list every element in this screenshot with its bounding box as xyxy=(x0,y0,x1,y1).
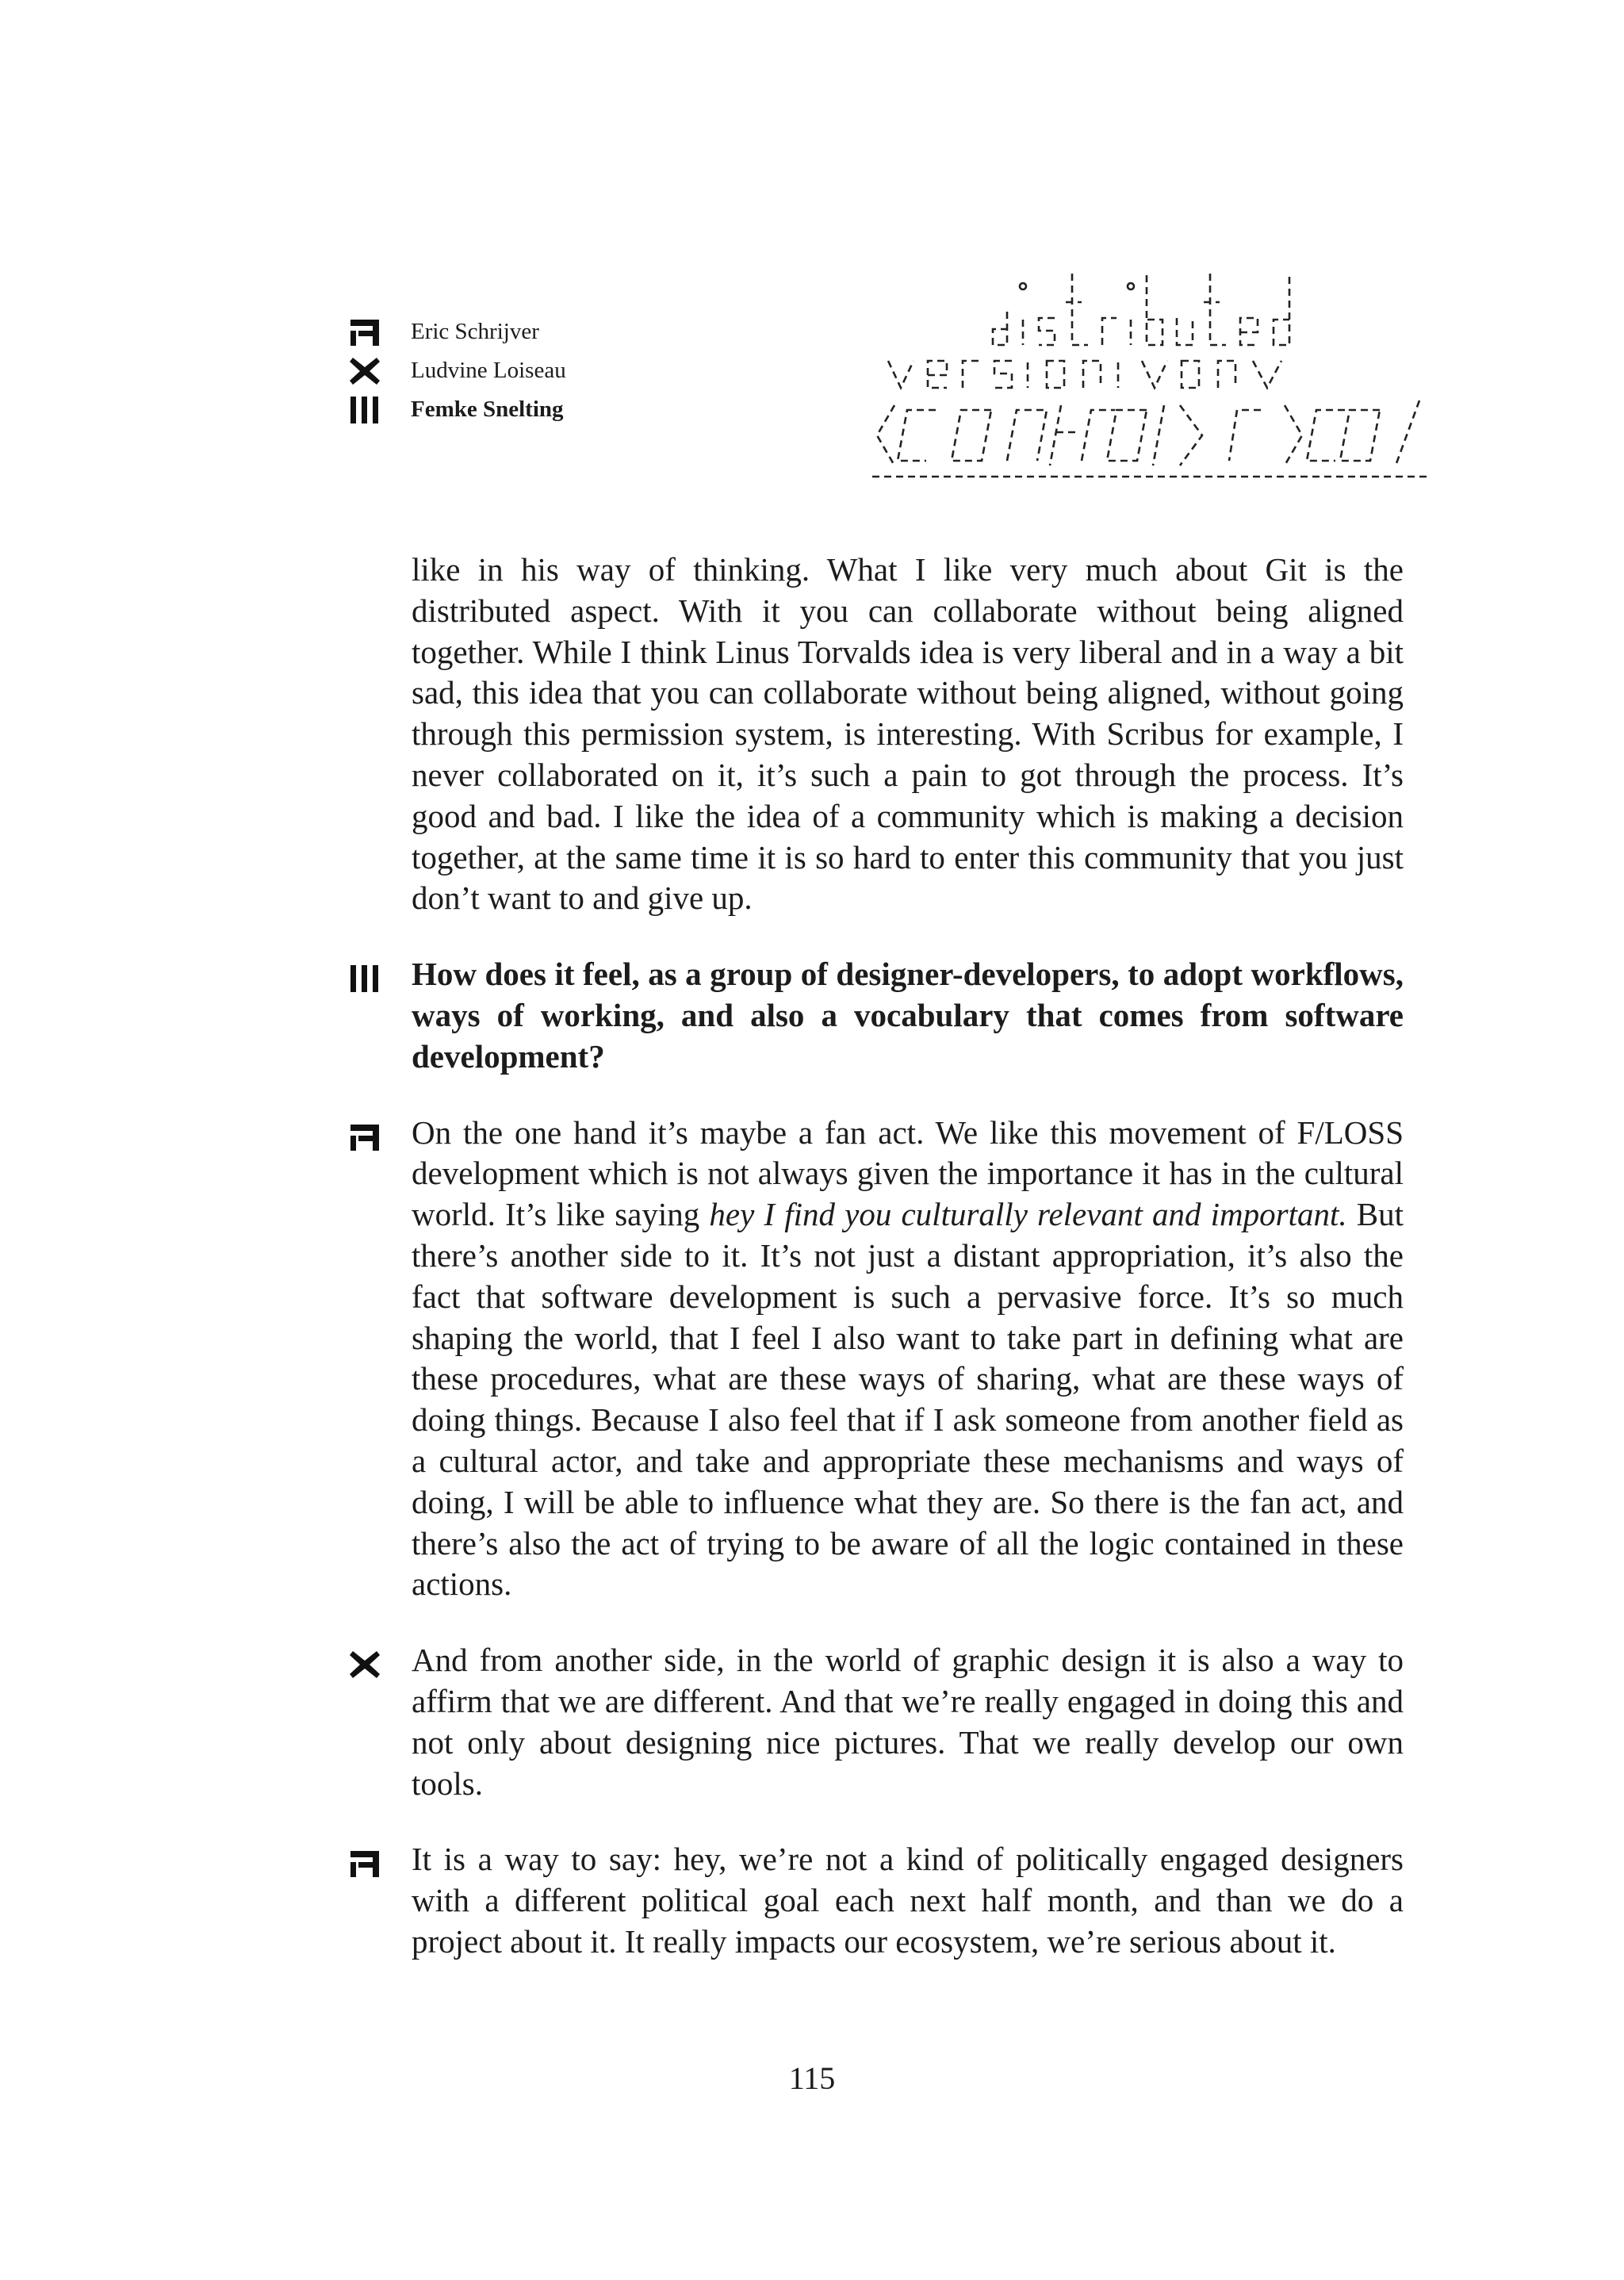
paragraph-text xyxy=(412,1113,1404,1606)
paragraph-question-femke xyxy=(349,954,1404,1077)
text-segment: But there’s another side to it. It’s not just a distant appropriation, it’s also the fact that software development is such a pervasive force. It’s so much shaping the world, that I feel I also want to take part in defining what are these procedures, what are these ways of sharing, what are these ways of doing things. Because I also feel that if I ask someone from another field as a cultural actor, and take and appropriate these mechanisms and ways of doing, I will be able to influence what they are. So there is the fan act, and there’s also the act of trying to be aware of all the logic contained in these actions. xyxy=(412,1196,1404,1603)
distributed-version-control-logo xyxy=(872,266,1427,480)
paragraph-answer-eric xyxy=(349,1113,1404,1606)
speaker-name: Femke Snelting xyxy=(411,397,564,422)
return-arrow-icon xyxy=(349,1849,381,1879)
triple-bar-icon xyxy=(349,964,381,994)
return-arrow-icon xyxy=(349,317,381,347)
speaker-name: Ludvine Loiseau xyxy=(411,358,566,383)
cross-icon xyxy=(349,1650,381,1680)
paragraph-answer-eric-2 xyxy=(349,1839,1404,1962)
article-body xyxy=(349,550,1404,1963)
paragraph-text: And from another side, in the world of graphic design it is also a way to affirm that we are different. And that we’re really engaged in doing this and not only about designing nice pictures. That we really develop our own tools. xyxy=(412,1642,1404,1802)
page-number: 115 xyxy=(788,2060,836,2096)
paragraph-continuation xyxy=(349,550,1404,919)
return-arrow-icon xyxy=(349,1122,381,1152)
speaker-name: Eric Schrijver xyxy=(411,319,539,344)
cross-icon xyxy=(349,356,381,386)
paragraph-text: like in his way of thinking. What I like very much about Git is the distributed aspect. With it you can collaborate without being aligned together. While I think Linus Torvalds idea is very liberal and in a way a bit sad, this idea that you can collaborate without being aligned, without going through this permission system, is interesting. With Scribus for example, I never collaborated on it, it’s such a pain to got through the process. It’s good and bad. I like the idea of a community which is making a decision together, at the same time it is so hard to enter this community that you just don’t want to and give up. xyxy=(412,551,1404,917)
paragraph-answer-ludvine xyxy=(349,1640,1404,1804)
paragraph-text: How does it feel, as a group of designer-developers, to adopt workflows, ways of working, and also a vocabulary that comes from software development? xyxy=(412,956,1404,1075)
text-segment: On the one hand it’s maybe a fan act. We like this movement of F/LOSS development which is not always given the importance it has in the cultural world. It’s like saying xyxy=(412,1113,1404,1233)
paragraph-text: It is a way to say: hey, we’re not a kind of politically engaged designers with a different political goal each next half month, and than we do a project about it. It really impacts our ecosystem, we’re serious about it. xyxy=(412,1841,1404,1960)
triple-bar-icon xyxy=(349,395,381,425)
italic-phrase: hey I find you culturally relevant and important. xyxy=(709,1196,1347,1233)
